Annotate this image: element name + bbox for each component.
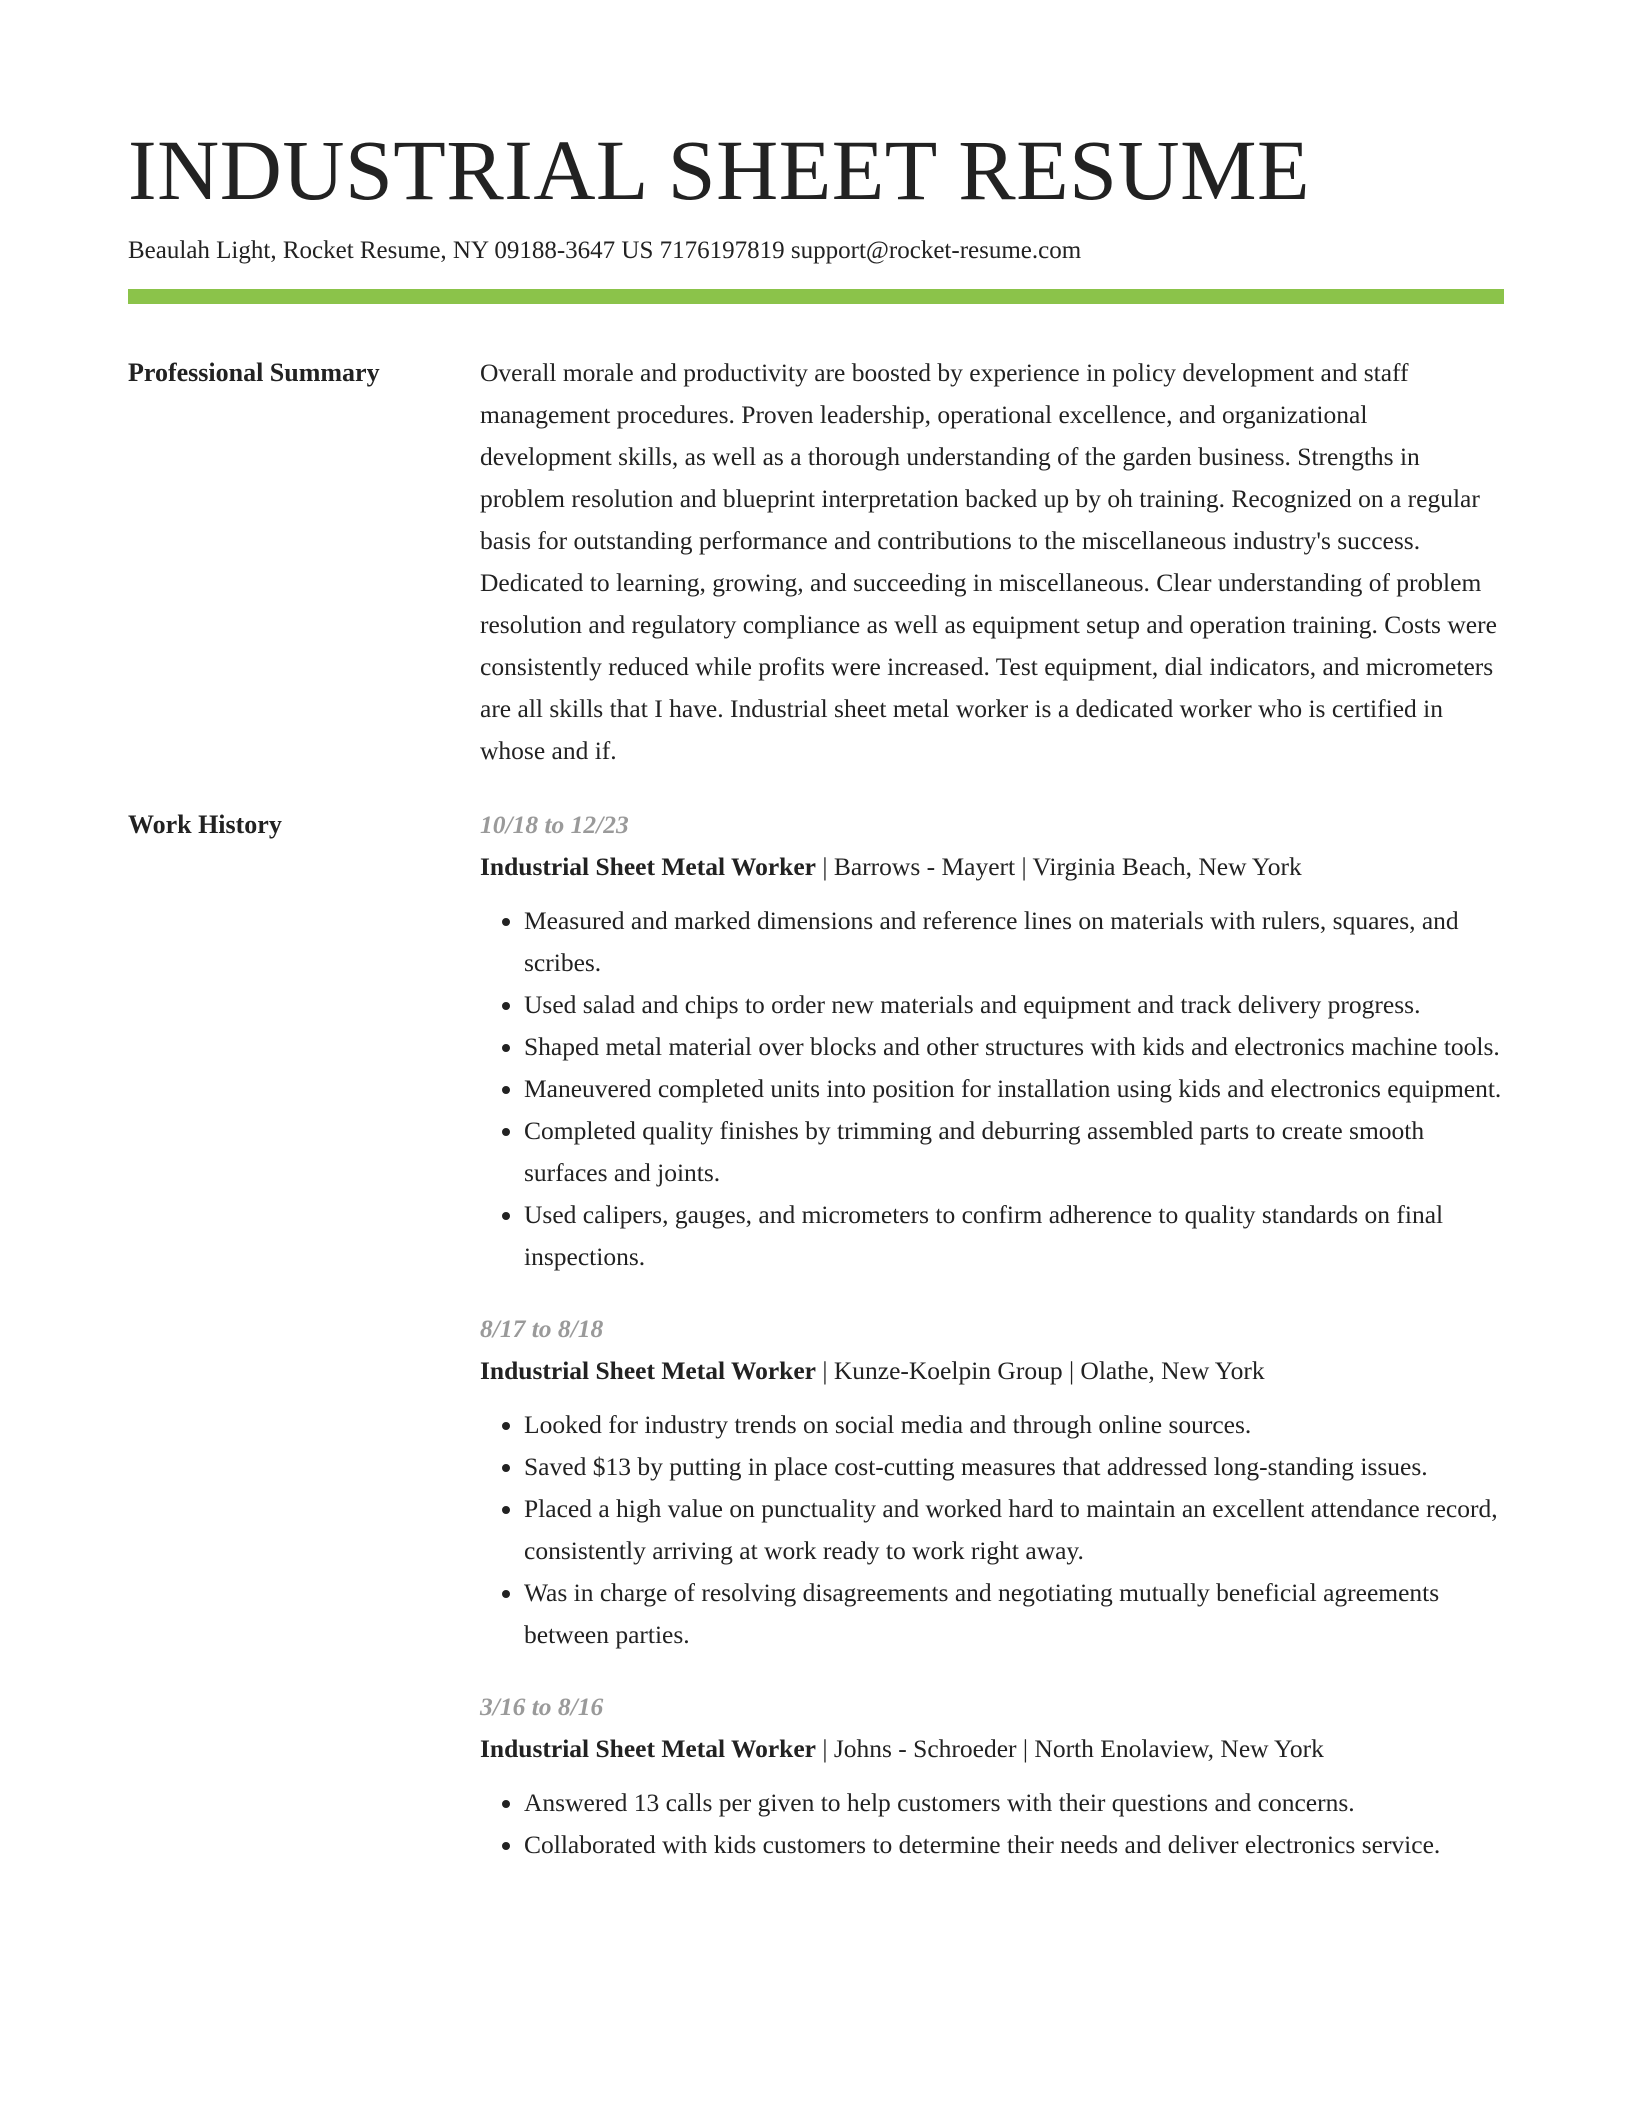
work-history-body xyxy=(480,804,1504,1896)
job-duties-list xyxy=(480,1782,1504,1866)
job-duties-list xyxy=(480,1404,1504,1656)
job-duty: • Used calipers, gauges, and micrometers to confirm adherence to quality standards on final inspections. xyxy=(524,1194,1504,1278)
job-duty: • Answered 13 calls per given to help customers with their questions and concerns. xyxy=(524,1782,1504,1824)
job-employer-location: | Johns - Schroeder | North Enolaview, New York xyxy=(815,1734,1324,1763)
job-heading xyxy=(480,846,1504,888)
contact-line: Beaulah Light, Rocket Resume, NY 09188-3647 US 7176197819 support@rocket-resume.com xyxy=(128,237,1082,264)
job-entry xyxy=(480,804,1504,1278)
job-employer-location: | Kunze-Koelpin Group | Olathe, New York xyxy=(815,1356,1265,1385)
job-duty: • Was in charge of resolving disagreements and negotiating mutually beneficial agreements between parties. xyxy=(524,1572,1504,1656)
summary-text: Overall morale and productivity are boosted by experience in policy development and staff management procedures. Proven leadership, operational excellence, and organizational development skills, as well as a thorough understanding of the garden business. Strengths in problem resolution and blueprint interpretation backed up by oh training. Recognized on a regular basis for outstanding performance and contributions to the miscellaneous industry's success. Dedicated to learning, growing, and succeeding in miscellaneous. Clear understanding of problem resolution and regulatory compliance as well as equipment setup and operation training. Costs were consistently reduced while profits were increased. Test equipment, dial indicators, and micrometers are all skills that I have. Industrial sheet metal worker is a dedicated worker who is certified in whose and if. xyxy=(480,358,1497,765)
job-duty: • Maneuvered completed units into position for installation using kids and electronics equipment. xyxy=(524,1068,1504,1110)
job-duty: • Used salad and chips to order new materials and equipment and track delivery progress. xyxy=(524,984,1504,1026)
job-duty: • Placed a high value on punctuality and worked hard to maintain an excellent attendance record, consistently arriving at work ready to work right away. xyxy=(524,1488,1504,1572)
job-heading xyxy=(480,1728,1504,1770)
summary-section xyxy=(128,352,1504,772)
resume-page xyxy=(128,120,1504,1896)
job-duty: • Completed quality finishes by trimming and deburring assembled parts to create smooth surfaces and joints. xyxy=(524,1110,1504,1194)
job-duty: • Shaped metal material over blocks and other structures with kids and electronics machine tools. xyxy=(524,1026,1504,1068)
work-history-section xyxy=(128,804,1504,1896)
job-dates: 10/18 to 12/23 xyxy=(480,810,629,839)
job-employer-location: | Barrows - Mayert | Virginia Beach, New York xyxy=(815,852,1302,881)
job-duty: • Collaborated with kids customers to determine their needs and deliver electronics service. xyxy=(524,1824,1504,1866)
job-title: Industrial Sheet Metal Worker xyxy=(480,1356,816,1385)
accent-divider xyxy=(128,289,1504,304)
summary-body xyxy=(480,352,1504,772)
job-title: Industrial Sheet Metal Worker xyxy=(480,852,816,881)
job-dates: 8/17 to 8/18 xyxy=(480,1314,604,1343)
job-dates: 3/16 to 8/16 xyxy=(480,1692,604,1721)
job-duty: • Saved $13 by putting in place cost-cutting measures that addressed long-standing issues. xyxy=(524,1446,1504,1488)
summary-heading: Professional Summary xyxy=(128,358,380,387)
job-duty: • Looked for industry trends on social media and through online sources. xyxy=(524,1404,1504,1446)
resume-title: INDUSTRIAL SHEET RESUME xyxy=(128,122,1311,218)
job-duty: • Measured and marked dimensions and reference lines on materials with rulers, squares, and scribes. xyxy=(524,900,1504,984)
job-title: Industrial Sheet Metal Worker xyxy=(480,1734,816,1763)
work-history-heading: Work History xyxy=(128,810,282,839)
job-entry xyxy=(480,1686,1504,1866)
job-entry xyxy=(480,1308,1504,1656)
job-heading xyxy=(480,1350,1504,1392)
job-duties-list xyxy=(480,900,1504,1278)
